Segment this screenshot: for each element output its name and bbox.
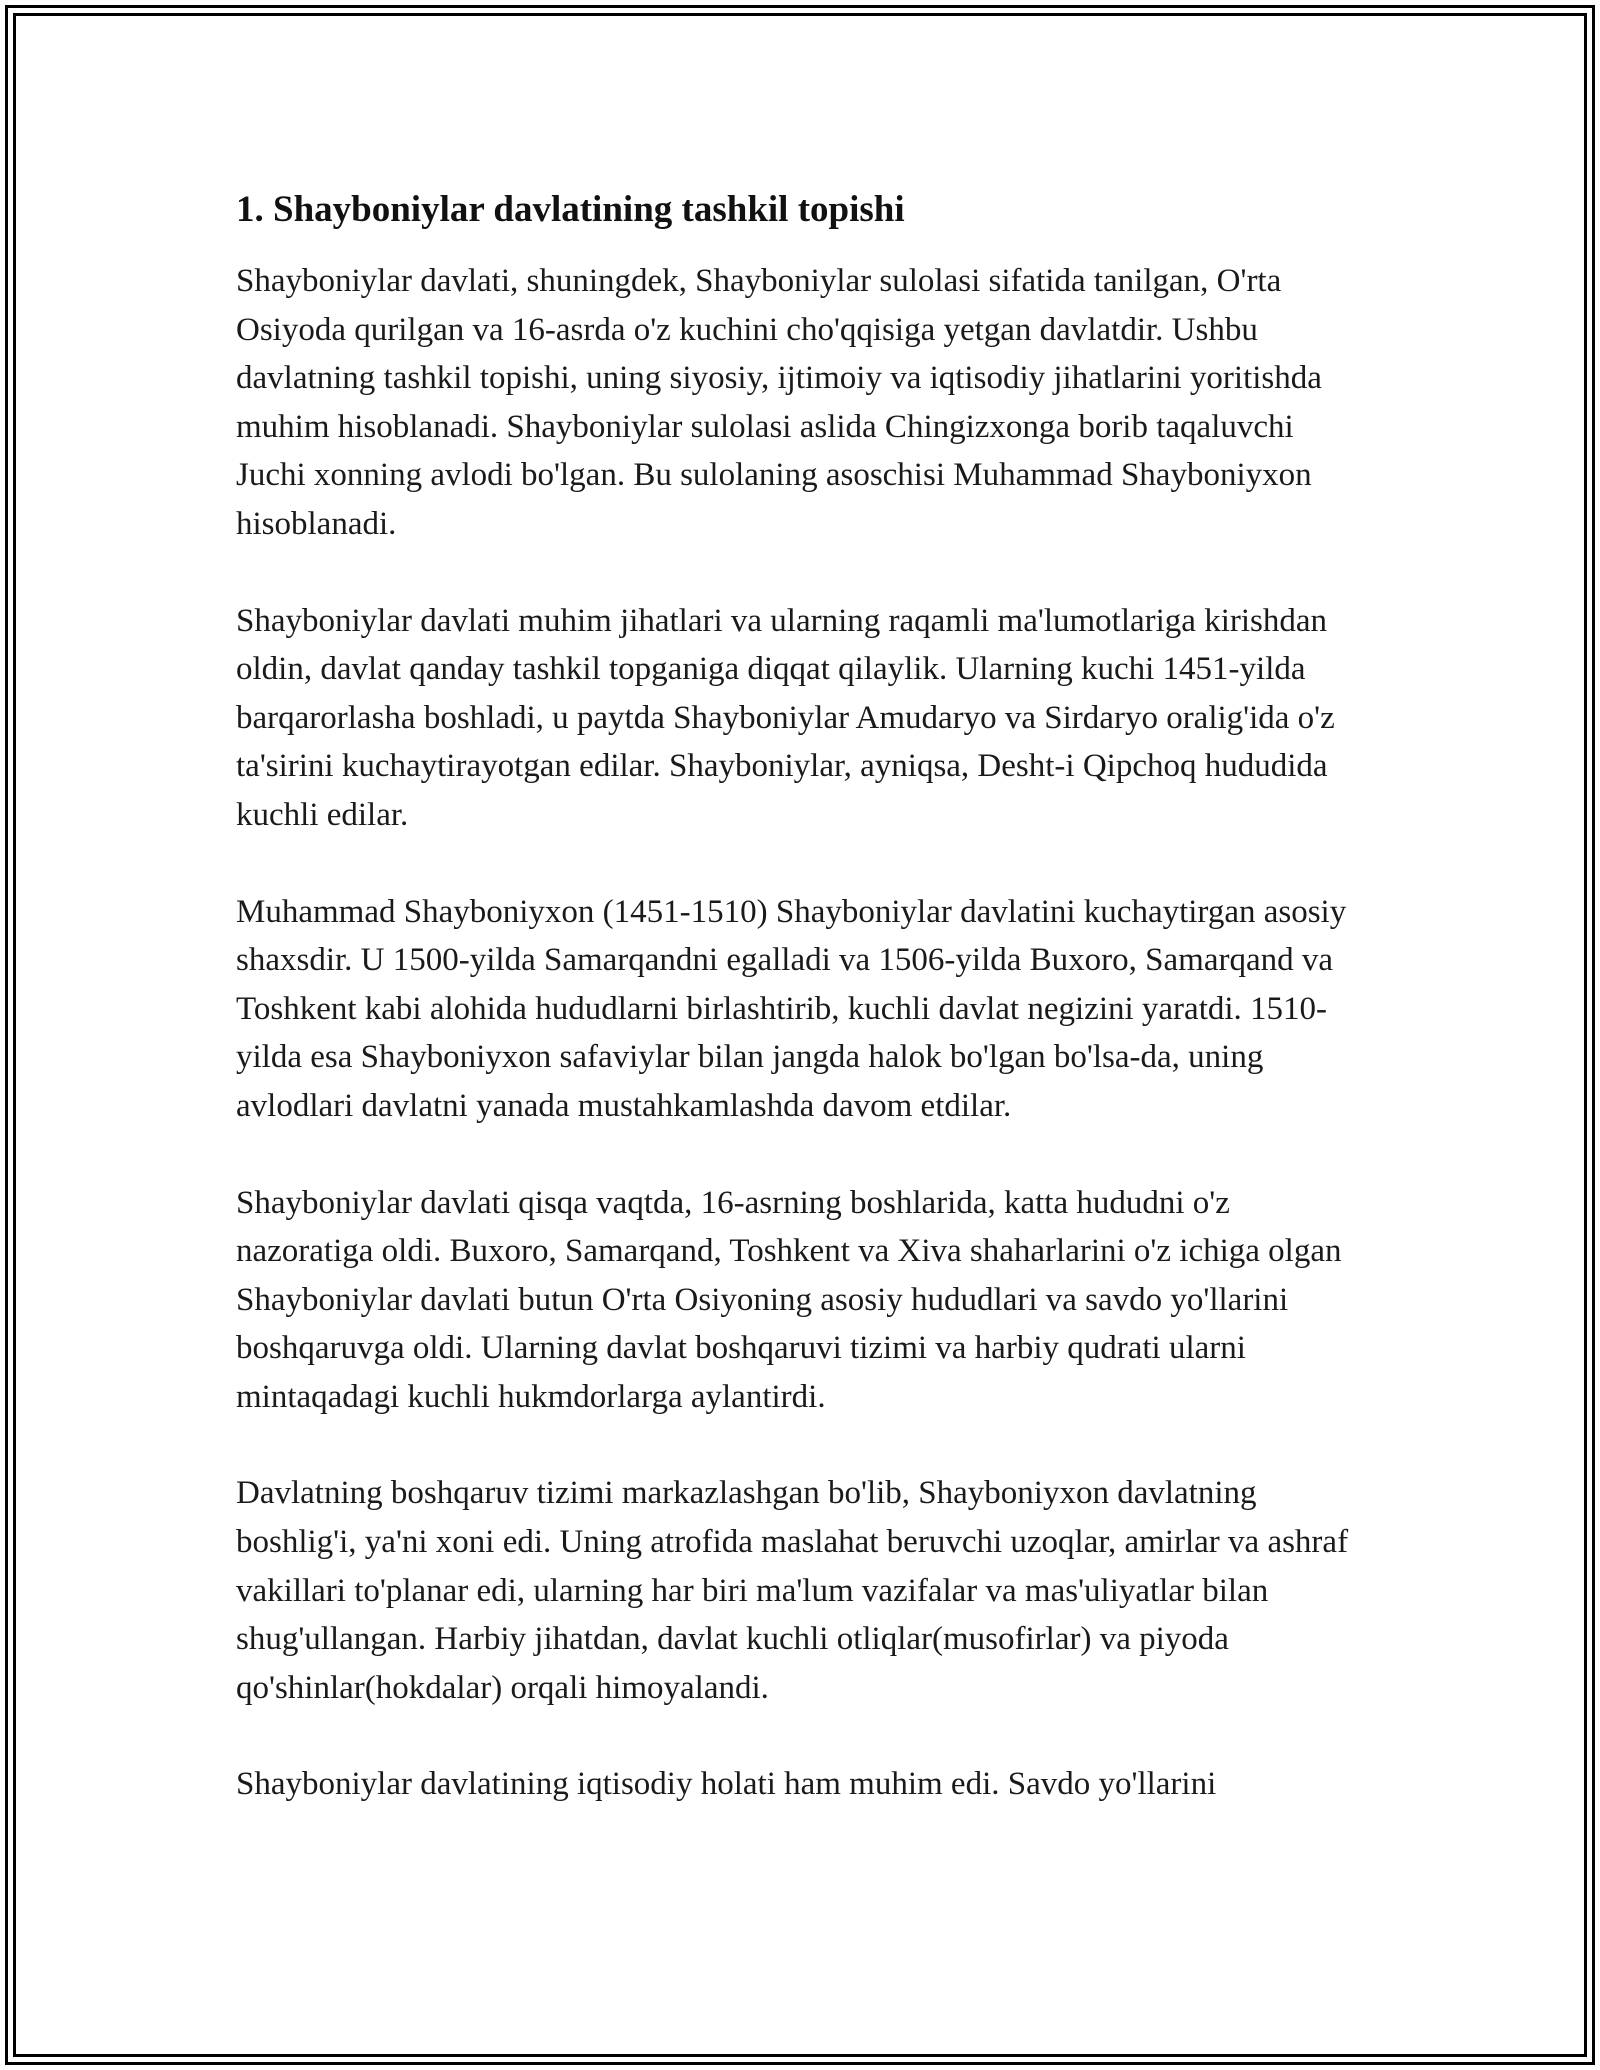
paragraph-5: Davlatning boshqaruv tizimi markazlashgan bo'lib, Shayboniyxon davlatning boshlig'i, ya'ni xoni edi. Uning atrofida maslahat beruvchi uzoqlar, amirlar va ashraf vakillari to'planar edi, ularning har biri ma'lum vazifalar va mas'uliyatlar bilan shug'ullangan. Harbiy jihatdan, davlat kuchli otliqlar(musofirlar) va piyoda qo'shinlar(hokdalar) orqali himoyalandi.	[236, 1475, 1349, 1706]
paragraph-4: Shayboniylar davlati qisqa vaqtda, 16-asrning boshlarida, katta hududni o'z nazoratiga oldi. Buxoro, Samarqand, Toshkent va Xiva shaharlarini o'z ichiga olgan Shayboniylar davlati butun O'rta Osiyoning asosiy hududlari va savdo yo'llarini boshqaruvga oldi. Ularning davlat boshqaruvi tizimi va harbiy qudrati ularni mintaqadagi kuchli hukmdorlarga aylantirdi.	[236, 1184, 1342, 1415]
section-heading: 1. Shayboniylar davlatining tashkil topishi	[236, 189, 905, 230]
paragraph-3: Muhammad Shayboniyxon (1451-1510) Shayboniylar davlatini kuchaytirgan asosiy shaxsdir. U 1500-yilda Samarqandni egalladi va 1506-yilda Buxoro, Samarqand va Toshkent kabi alohida hududlarni birlashtirib, kuchli davlat negizini yaratdi. 1510-yilda esa Shayboniyxon safaviylar bilan jangda halok bo'lgan bo'lsa-da, uning avlodlari davlatni yanada mustahkamlashda davom etdilar.	[236, 893, 1347, 1124]
paragraph-1: Shayboniylar davlati, shuningdek, Shayboniylar sulolasi sifatida tanilgan, O'rta Osiyoda qurilgan va 16-asrda o'z kuchini cho'qqisiga yetgan davlatdir. Ushbu davlatning tashkil topishi, uning siyosiy, ijtimoiy va iqtisodiy jihatlarini yoritishda muhim hisoblanadi. Shayboniylar sulolasi aslida Chingizxonga borib taqaluvchi Juchi xonning avlodi bo'lgan. Bu sulolaning asoschisi Muhammad Shayboniyxon hisoblanadi.	[236, 263, 1322, 542]
document-body	[236, 185, 1366, 1809]
paragraph-6: Shayboniylar davlatining iqtisodiy holati ham muhim edi. Savdo yo'llarini	[236, 1766, 1217, 1803]
paragraph-2: Shayboniylar davlati muhim jihatlari va ularning raqamli ma'lumotlariga kirishdan oldin, davlat qanday tashkil topganiga diqqat qilaylik. Ularning kuchi 1451-yilda barqarorlasha boshladi, u paytda Shayboniylar Amudaryo va Sirdaryo oralig'ida o'z ta'sirini kuchaytirayotgan edilar. Shayboniylar, ayniqsa, Desht-i Qipchoq hududida kuchli edilar.	[236, 602, 1335, 833]
